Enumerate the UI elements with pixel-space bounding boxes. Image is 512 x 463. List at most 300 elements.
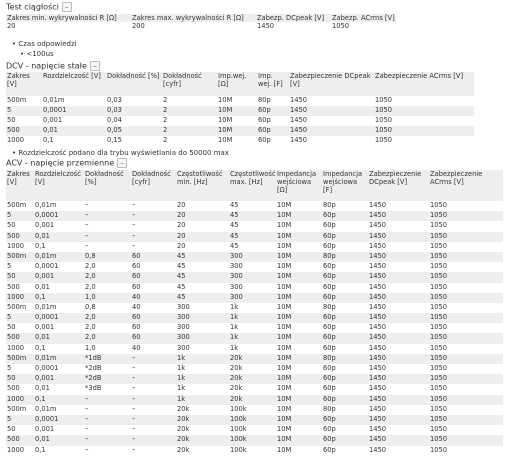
table-cell: 1k <box>177 384 186 393</box>
table-cell: 500 <box>6 232 34 242</box>
table-cell: 1050 <box>430 302 448 311</box>
table-cell: 10M <box>218 136 233 144</box>
table-cell: 1k <box>176 374 229 384</box>
table-cell: 10M <box>217 106 257 116</box>
table-cell: 45 <box>230 221 239 230</box>
table-cell: 45 <box>176 272 229 282</box>
table-row <box>6 446 503 456</box>
table-cell: 10M <box>277 201 292 209</box>
table-cell: 20k <box>176 415 229 425</box>
table-cell: 1k <box>177 364 186 372</box>
table-cell: 40 <box>132 343 141 352</box>
table-cell: – <box>131 232 176 242</box>
table-cell: – <box>132 241 136 250</box>
table-cell: 0,001 <box>43 116 63 124</box>
table-cell: 20k <box>230 384 243 393</box>
table-cell: 50 <box>7 425 16 434</box>
table-row <box>6 136 474 146</box>
table-row <box>6 252 503 262</box>
table-cell: 100k <box>230 404 247 413</box>
continuity-header-row <box>6 14 396 22</box>
table-cell: 60 <box>131 272 176 282</box>
table-cell: 60 <box>131 252 176 262</box>
acv-table <box>6 170 503 456</box>
table-header-cell: Imp.wej. [Ω] <box>217 72 257 96</box>
table-cell: 0,15 <box>107 136 122 144</box>
table-cell: 1450 <box>257 22 275 30</box>
table-cell: 1k <box>229 333 276 343</box>
table-cell: 0,1 <box>34 395 84 405</box>
table-cell: 1450 <box>368 354 429 364</box>
table-cell: 45 <box>230 201 239 209</box>
table-row <box>6 415 503 425</box>
table-cell: 1050 <box>430 384 448 393</box>
table-header-cell: Zakres max. wykrywalności R [Ω] <box>131 14 256 22</box>
dcv-section-title <box>6 61 100 72</box>
response-time-label: Czas odpowiedzi <box>18 40 77 48</box>
table-cell: 20k <box>177 445 190 454</box>
table-cell: 1k <box>176 395 229 405</box>
table-cell: 50 <box>7 221 16 230</box>
table-cell: 1050 <box>430 282 448 291</box>
table-cell: *3dB <box>85 384 102 393</box>
table-cell: 0,0001 <box>34 313 84 323</box>
table-cell: 0,001 <box>34 272 84 282</box>
table-cell: 1000 <box>6 293 34 303</box>
table-cell: – <box>132 404 136 413</box>
table-cell: 100k <box>230 425 247 434</box>
table-header-cell: Zakres min. wykrywalności R [Ω] <box>6 14 131 22</box>
table-row <box>6 242 503 252</box>
table-cell: 50 <box>6 272 34 282</box>
table-cell: 20k <box>229 395 276 405</box>
table-cell: 500m <box>7 96 27 104</box>
table-cell: 10M <box>218 116 233 124</box>
table-cell: – <box>131 435 176 445</box>
table-cell: 10M <box>277 364 292 372</box>
table-header-cell: Imp. wej. [F] <box>257 72 289 96</box>
table-cell: 45 <box>176 252 229 262</box>
table-cell: 5 <box>6 211 34 221</box>
table-cell: 1050 <box>429 252 503 262</box>
table-cell: 1050 <box>375 116 393 124</box>
table-cell: 60p <box>322 435 368 445</box>
table-row <box>6 106 474 116</box>
table-cell: 0,01 <box>34 435 84 445</box>
table-cell: 100k <box>230 445 247 454</box>
table-cell: 10M <box>277 323 292 332</box>
table-cell: 20 <box>7 22 16 30</box>
continuity-table <box>6 14 396 30</box>
table-cell: 0,05 <box>106 126 162 136</box>
table-cell: 2,0 <box>84 333 131 343</box>
table-cell: 1000 <box>7 445 25 454</box>
table-cell: 0,04 <box>107 116 122 124</box>
table-cell: 60p <box>322 232 368 242</box>
table-cell: 300 <box>229 272 276 282</box>
table-cell: 45 <box>177 262 186 271</box>
continuity-collapse-toggle[interactable]: – <box>62 2 72 12</box>
table-cell: 0,1 <box>35 241 46 250</box>
table-cell: 20 <box>177 201 186 209</box>
table-cell: 10M <box>277 262 292 271</box>
table-row <box>6 211 503 221</box>
table-row <box>6 262 503 272</box>
table-cell: 10M <box>276 313 322 323</box>
table-cell: 10M <box>276 252 322 262</box>
table-cell: 60 <box>131 333 176 343</box>
table-cell: 60p <box>258 136 271 144</box>
table-cell: – <box>132 201 136 209</box>
table-cell: 0,01m <box>34 252 84 262</box>
table-cell: 1450 <box>368 435 429 445</box>
response-time-item: • Czas odpowiedzi <box>12 40 77 48</box>
table-cell: 1450 <box>289 106 374 116</box>
table-cell: – <box>85 221 89 230</box>
table-cell: 1k <box>176 354 229 364</box>
table-cell: 45 <box>229 232 276 242</box>
table-cell: 1450 <box>369 282 387 291</box>
table-cell: 500 <box>6 126 42 136</box>
table-cell: 10M <box>277 282 292 291</box>
table-row <box>6 293 503 303</box>
table-cell: 10M <box>276 293 322 303</box>
table-cell: 5 <box>6 106 42 116</box>
table-cell: 0,01m <box>34 354 84 364</box>
table-cell: 1450 <box>290 96 308 104</box>
table-cell: 1450 <box>369 302 387 311</box>
table-cell: – <box>131 415 176 425</box>
table-cell: 10M <box>276 211 322 221</box>
table-cell: 0,0001 <box>35 364 59 372</box>
table-cell: 1450 <box>369 201 387 209</box>
table-cell: 500m <box>7 201 27 209</box>
acv-title-text: ACV - napięcie przemienne <box>6 158 115 168</box>
table-row <box>6 323 503 333</box>
table-cell: 1450 <box>290 116 308 124</box>
table-header-cell: Zabezpieczenie ACrms [V] <box>429 170 503 201</box>
table-cell: 300 <box>177 323 190 332</box>
table-cell: 20k <box>177 425 190 434</box>
table-cell: 500m <box>6 354 34 364</box>
table-cell: 0,01 <box>35 282 50 291</box>
table-cell: 10M <box>277 302 292 311</box>
table-cell: 20 <box>176 211 229 221</box>
table-cell: 1050 <box>429 272 503 282</box>
table-cell: 1450 <box>368 272 429 282</box>
table-cell: 1050 <box>429 293 503 303</box>
table-cell: – <box>132 364 136 372</box>
table-cell: 60p <box>323 343 336 352</box>
table-cell: 300 <box>176 313 229 323</box>
table-cell: 1050 <box>375 136 393 144</box>
table-cell: 0,01 <box>35 384 50 393</box>
table-cell: 1050 <box>430 201 448 209</box>
table-cell: 1450 <box>368 211 429 221</box>
table-cell: 1450 <box>369 343 387 352</box>
table-cell: 0,0001 <box>34 211 84 221</box>
table-cell: 60p <box>322 374 368 384</box>
table-cell: 20 <box>177 241 186 250</box>
table-row <box>6 116 474 126</box>
table-cell: 2 <box>162 106 217 116</box>
table-cell: 500 <box>6 435 34 445</box>
table-cell: 1450 <box>369 404 387 413</box>
table-cell: 300 <box>229 293 276 303</box>
table-cell: 0,8 <box>85 302 96 311</box>
table-cell: 1,0 <box>85 343 96 352</box>
table-cell: 20k <box>229 354 276 364</box>
table-cell: 1050 <box>375 96 393 104</box>
table-cell: 0,03 <box>106 106 162 116</box>
table-cell: 20k <box>176 435 229 445</box>
table-header-cell: Impedancja wejściowa [F] <box>322 170 368 201</box>
acv-section-title <box>6 158 127 169</box>
table-cell: 50 <box>6 374 34 384</box>
dcv-note-text: Rozdzielczość podano dla trybu wyświetlania do 50000 max <box>18 149 229 157</box>
table-cell: 10M <box>277 445 292 454</box>
table-cell: 1050 <box>429 313 503 323</box>
table-cell: 1050 <box>430 404 448 413</box>
table-cell: 1450 <box>368 313 429 323</box>
table-cell: 1k <box>230 343 239 352</box>
table-cell: – <box>84 415 131 425</box>
table-cell: 60 <box>132 282 141 291</box>
table-row <box>6 374 503 384</box>
dcv-table <box>6 72 474 146</box>
table-cell: 60p <box>323 221 336 230</box>
table-cell: 80p <box>322 252 368 262</box>
table-cell: 1050 <box>429 395 503 405</box>
table-header-cell: Zabezpieczenie DCpeak [V] <box>289 72 374 96</box>
table-cell: 1050 <box>332 22 350 30</box>
table-cell: – <box>132 445 136 454</box>
table-header-cell: Częstotliwość min. [Hz] <box>176 170 229 201</box>
table-cell: 1k <box>230 302 239 311</box>
table-cell: 10M <box>276 374 322 384</box>
table-cell: 10M <box>218 96 233 104</box>
response-time-value: <100us <box>26 50 54 58</box>
table-cell: 45 <box>176 293 229 303</box>
table-cell: 0,03 <box>107 96 122 104</box>
acv-collapse-toggle[interactable]: – <box>117 158 127 168</box>
table-header-cell: Zabezp. ACrms [V] <box>332 14 395 22</box>
table-cell: 1050 <box>429 211 503 221</box>
table-cell: 10M <box>276 395 322 405</box>
table-cell: 0,01m <box>43 96 65 104</box>
table-cell: 1050 <box>429 415 503 425</box>
table-header-cell: Zabezp. DCpeak [V] <box>256 14 331 22</box>
table-cell: 60p <box>322 415 368 425</box>
table-cell: 1450 <box>368 395 429 405</box>
table-cell: 60p <box>322 272 368 282</box>
table-cell: 1450 <box>369 364 387 372</box>
table-cell: 60p <box>323 282 336 291</box>
table-cell: 1,0 <box>84 293 131 303</box>
table-header-cell: Zakres [V] <box>6 170 34 201</box>
table-cell: 60p <box>323 425 336 434</box>
table-row <box>6 283 503 293</box>
table-cell: – <box>85 445 89 454</box>
table-cell: 80p <box>322 354 368 364</box>
table-cell: 1000 <box>7 136 25 144</box>
table-header-cell: Zabezpieczenie ACrms [V] <box>374 72 474 96</box>
continuity-data-row <box>6 22 396 30</box>
table-cell: 0,01m <box>35 302 57 311</box>
table-cell: 60p <box>322 333 368 343</box>
table-cell: 5 <box>7 262 12 271</box>
table-cell: 200 <box>132 22 145 30</box>
table-cell: 60p <box>323 241 336 250</box>
table-cell: 500m <box>7 302 27 311</box>
table-cell: 1050 <box>429 232 503 242</box>
table-cell: 60p <box>323 262 336 271</box>
table-cell: 10M <box>277 425 292 434</box>
table-cell: 1000 <box>6 395 34 405</box>
dcv-header-row <box>6 72 474 96</box>
table-cell: 20k <box>230 364 243 372</box>
table-cell: 60p <box>322 211 368 221</box>
table-cell: 0,0001 <box>42 106 106 116</box>
table-cell: 10M <box>277 384 292 393</box>
table-cell: 0,0001 <box>34 415 84 425</box>
continuity-title-text: Test ciągłości <box>6 2 59 12</box>
table-cell: 2,0 <box>85 262 96 271</box>
table-row <box>6 435 503 445</box>
table-header-cell: Zakres [V] <box>6 72 42 96</box>
table-cell: 0,01 <box>34 333 84 343</box>
table-cell: 500m <box>6 252 34 262</box>
table-cell: 10M <box>277 221 292 230</box>
table-cell: 1000 <box>7 241 25 250</box>
table-cell: 60 <box>132 323 141 332</box>
table-cell: *1dB <box>84 354 131 364</box>
table-row <box>6 126 474 136</box>
table-cell: 2,0 <box>84 272 131 282</box>
table-cell: 40 <box>132 302 141 311</box>
table-cell: 60 <box>131 313 176 323</box>
table-cell: 1050 <box>429 374 503 384</box>
table-cell: 1450 <box>369 323 387 332</box>
table-cell: 1050 <box>429 435 503 445</box>
table-header-cell: Zabezpieczenie DCpeak [V] <box>368 170 429 201</box>
table-cell: – <box>132 221 136 230</box>
table-row <box>6 303 503 313</box>
table-cell: 0,01 <box>42 126 106 136</box>
table-cell: 1050 <box>374 106 474 116</box>
table-cell: 1450 <box>369 221 387 230</box>
table-row <box>6 333 503 343</box>
table-cell: – <box>131 395 176 405</box>
continuity-section-title <box>6 2 72 13</box>
table-cell: – <box>84 435 131 445</box>
table-cell: 1450 <box>368 415 429 425</box>
table-cell: 2,0 <box>85 282 96 291</box>
table-cell: 1450 <box>368 232 429 242</box>
table-cell: 1450 <box>368 293 429 303</box>
response-time-value-item: • <100us <box>20 50 54 58</box>
dcv-note-item: • Rozdzielczość podano dla trybu wyświetlania do 50000 max <box>12 149 229 157</box>
table-cell: 1050 <box>430 262 448 271</box>
table-cell: – <box>132 425 136 434</box>
table-cell: 1050 <box>430 221 448 230</box>
table-cell: 100k <box>229 415 276 425</box>
table-cell: 1450 <box>368 252 429 262</box>
table-cell: – <box>131 211 176 221</box>
table-cell: 80p <box>323 302 336 311</box>
table-cell: – <box>131 354 176 364</box>
table-cell: 80p <box>258 96 271 104</box>
table-cell: 10M <box>277 241 292 250</box>
table-cell: 2 <box>163 116 168 124</box>
table-cell: 60p <box>257 106 289 116</box>
table-cell: – <box>131 374 176 384</box>
table-row <box>6 344 503 354</box>
table-row <box>6 96 474 106</box>
table-cell: 300 <box>177 302 190 311</box>
table-row <box>6 384 503 394</box>
table-cell: 1050 <box>374 126 474 136</box>
table-cell: *2dB <box>85 364 102 372</box>
table-row <box>6 364 503 374</box>
table-header-cell: Częstotliwość max. [Hz] <box>229 170 276 201</box>
table-cell: 20 <box>176 232 229 242</box>
dcv-collapse-toggle[interactable]: – <box>90 61 100 71</box>
table-header-cell: Dokładność [cyfr] <box>162 72 217 96</box>
table-cell: 10M <box>276 333 322 343</box>
table-cell: 2 <box>162 126 217 136</box>
table-row <box>6 201 503 211</box>
table-cell: 0,1 <box>35 445 46 454</box>
table-cell: 5 <box>6 313 34 323</box>
table-cell: 1050 <box>430 323 448 332</box>
table-cell: – <box>85 201 89 209</box>
table-cell: 0,01 <box>34 232 84 242</box>
table-cell: 300 <box>229 252 276 262</box>
table-cell: – <box>132 384 136 393</box>
table-cell: 500 <box>7 282 20 291</box>
table-cell: 5 <box>6 415 34 425</box>
table-cell: 0,001 <box>34 374 84 384</box>
table-cell: 300 <box>230 262 243 271</box>
table-cell: 0,01m <box>35 201 57 209</box>
table-cell: 1k <box>230 323 239 332</box>
table-cell: 0,001 <box>35 425 55 434</box>
table-cell: 10M <box>276 435 322 445</box>
table-cell: 1450 <box>369 241 387 250</box>
table-cell: – <box>85 241 89 250</box>
table-cell: 60p <box>322 313 368 323</box>
table-cell: 2 <box>163 136 168 144</box>
table-cell: 2 <box>163 96 168 104</box>
table-row <box>6 354 503 364</box>
table-cell: 0,1 <box>43 136 54 144</box>
table-cell: 100k <box>229 435 276 445</box>
table-cell: *2dB <box>84 374 131 384</box>
table-cell: 10M <box>276 272 322 282</box>
table-row <box>6 395 503 405</box>
table-cell: – <box>84 395 131 405</box>
table-row <box>6 313 503 323</box>
table-cell: 0,001 <box>35 221 55 230</box>
table-cell: 1050 <box>429 333 503 343</box>
table-cell: 1450 <box>369 384 387 393</box>
table-cell: 40 <box>131 293 176 303</box>
acv-header-row <box>6 170 503 201</box>
table-cell: 20 <box>177 221 186 230</box>
dcv-title-text: DCV - napięcie stałe <box>6 61 87 71</box>
table-cell: 45 <box>230 241 239 250</box>
